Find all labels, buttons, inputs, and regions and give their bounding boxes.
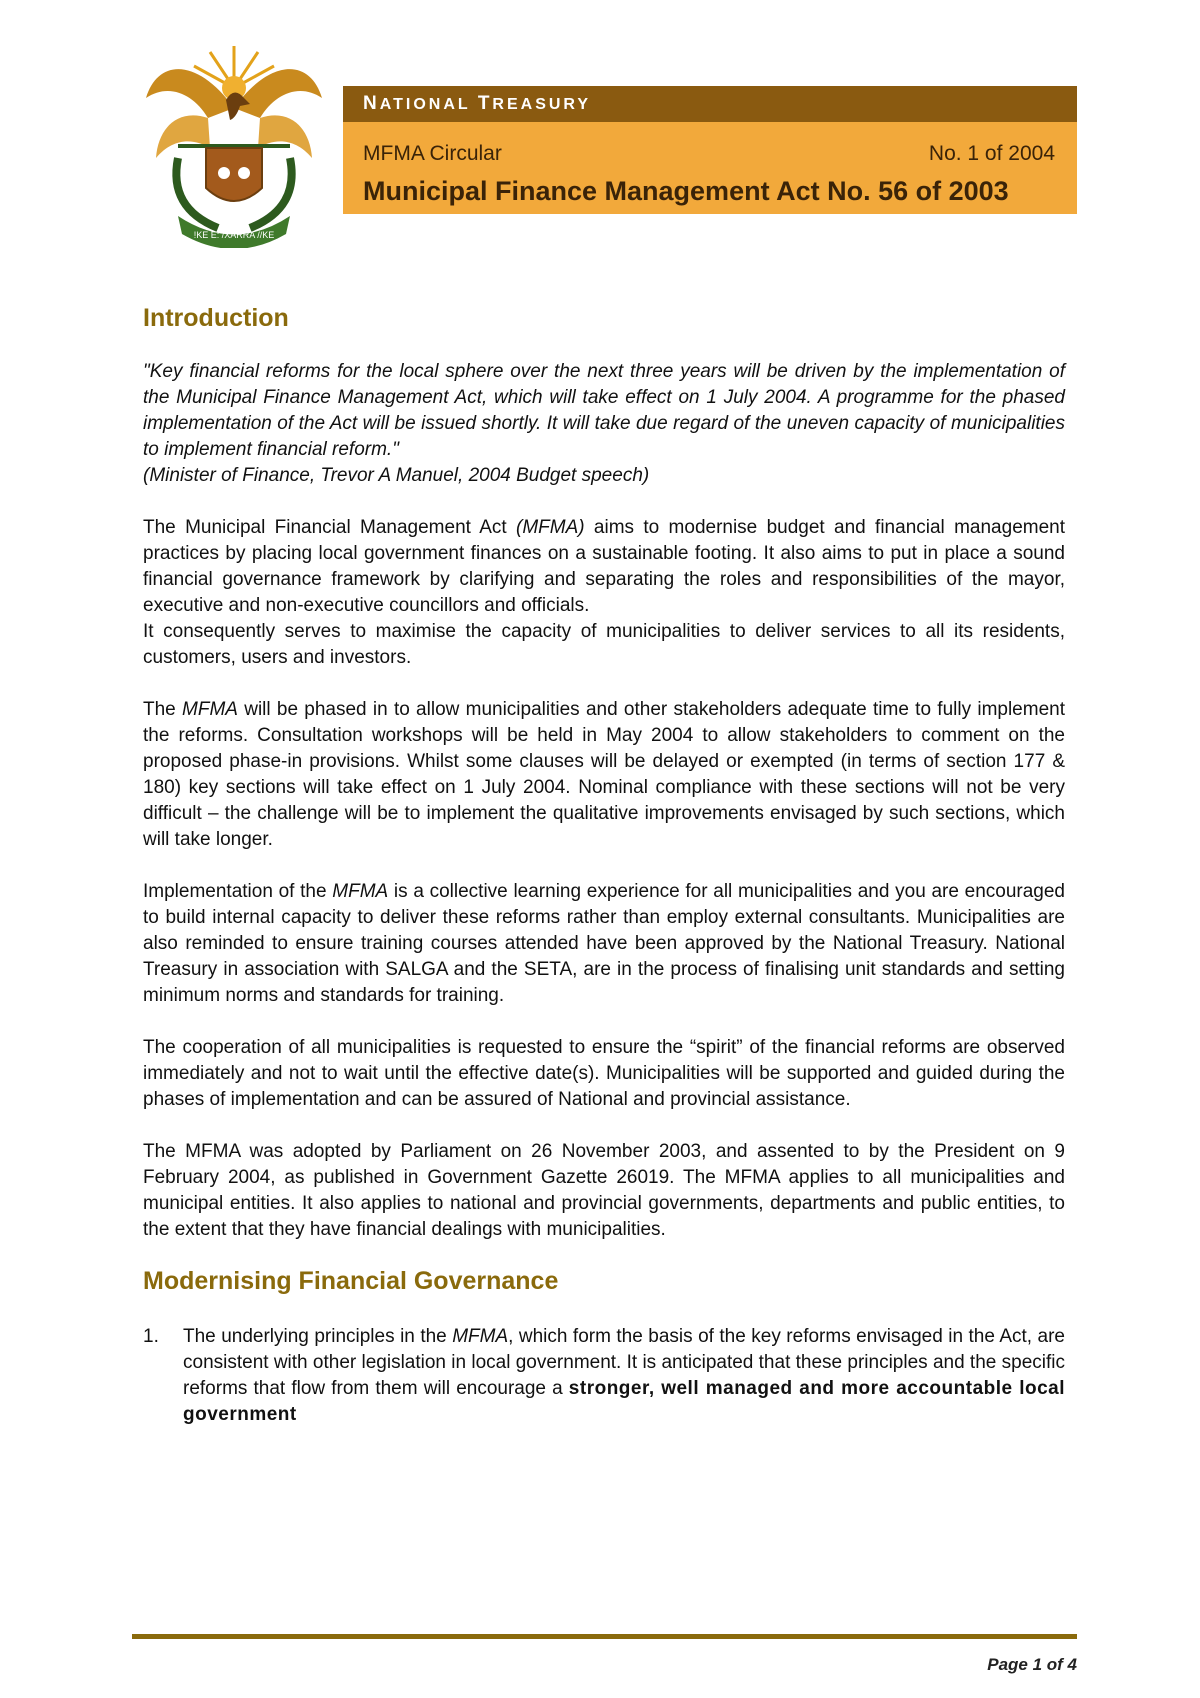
modernising-heading: Modernising Financial Governance (143, 1267, 559, 1295)
p1-text-c: It consequently serves to maximise the capacity of municipalities to deliver services to all its residents, customers, users and investors. (143, 621, 1065, 668)
header-banner (343, 86, 1077, 214)
document-body (143, 304, 1065, 1428)
minister-quote (143, 359, 1065, 489)
department-bar (343, 86, 1077, 122)
p2-text-a: The (143, 699, 183, 720)
paragraph-2 (143, 697, 1065, 853)
p2-text-b: will be phased in to allow municipalities and other stakeholders adequate time to fully implement the reforms. Consultation workshops will be held in May 2004 to allow stakeholders to comment on the proposed phase-in provisions. Whilst some clauses will be delayed or exempted (in terms of section 177 & 180) key sections will take effect on 1 July 2004. Nominal compliance with these sections will not be very difficult – the challenge will be to implement the qualitative improvements envisaged by such sections, which will take longer. (143, 699, 1065, 850)
item1-bold: stronger, well managed and more accountable local government (183, 1378, 1066, 1425)
act-title: Municipal Finance Management Act No. 56 of 2003 (363, 176, 1009, 206)
circular-label: MFMA Circular (363, 142, 502, 165)
numbered-list (143, 1324, 1065, 1428)
paragraph-1 (143, 515, 1065, 671)
quote-source: (Minister of Finance, Trevor A Manuel, 2004 Budget speech) (143, 465, 650, 486)
paragraph-4: The cooperation of all municipalities is requested to ensure the “spirit” of the financial reforms are observed immediately and not to wait until the effective date(s). Municipalities will be supported and guided during the phases of implementation and can be assured of National and provincial assistance. (143, 1037, 1065, 1110)
list-number: 1. (143, 1326, 159, 1347)
title-bar (343, 122, 1077, 214)
p3-italic: MFMA (332, 881, 389, 902)
circular-number: No. 1 of 2004 (928, 142, 1055, 165)
item1-italic: MFMA (452, 1326, 509, 1347)
p1-italic: (MFMA) (516, 517, 585, 538)
p2-italic: MFMA (182, 699, 238, 720)
paragraph-3 (143, 879, 1065, 1009)
list-item (143, 1324, 1065, 1428)
dept-rest-reasury: REASURY (492, 96, 592, 113)
p3-text-a: Implementation of the (143, 881, 333, 902)
dept-initial-n: N (363, 93, 380, 114)
p3-text-b: is a collective learning experience for all municipalities and you are encouraged to build internal capacity to deliver these reforms rather than employ external consultants. Municipalities are also reminded to ensure training courses attended have been approved by the National Treasury. National Treasury in association with SALGA and the SETA, are in the process of finalising unit standards and setting minimum norms and standards for training. (143, 881, 1065, 1006)
introduction-heading: Introduction (143, 304, 289, 332)
page-number: Page 1 of 4 (987, 1655, 1077, 1674)
item1-text-a: The underlying principles in the (183, 1326, 453, 1347)
motto-text: !KE E: /XARRA //KE (193, 230, 275, 240)
item1-text-b: , which form the basis of the key reforms envisaged in the Act, are consistent with other legislation in local government. It is anticipated that these principles and the specific reforms that flow from them will encourage a (183, 1326, 1065, 1399)
quote-text: "Key financial reforms for the local sphere over the next three years will be driven by the implementation of the Municipal Finance Management Act, which will take effect on 1 July 2004. A programme for the phased implementation of the Act will be issued shortly. It will take due regard of the uneven capacity of municipalities to implement financial reform." (143, 361, 1065, 460)
p1-text-b: aims to modernise budget and financial management practices by placing local government finances on a sustainable footing. It also aims to put in place a sound financial governance framework by clarifying and separating the roles and responsibilities of the mayor, executive and non-executive councillors and officials. (143, 517, 1065, 616)
footer-divider (132, 1634, 1077, 1639)
p1-text-a: The Municipal Financial Management Act (143, 517, 516, 538)
paragraph-5: The MFMA was adopted by Parliament on 26 November 2003, and assented to by the President on 9 February 2004, as published in Government Gazette 26019. The MFMA applies to all municipalities and municipal entities. It also applies to national and provincial governments, departments and public entities, to the extent that they have financial dealings with municipalities. (143, 1141, 1065, 1240)
coat-of-arms-logo (138, 38, 330, 248)
dept-rest-ational: ATIONAL (379, 96, 471, 113)
dept-initial-t: T (477, 93, 493, 114)
